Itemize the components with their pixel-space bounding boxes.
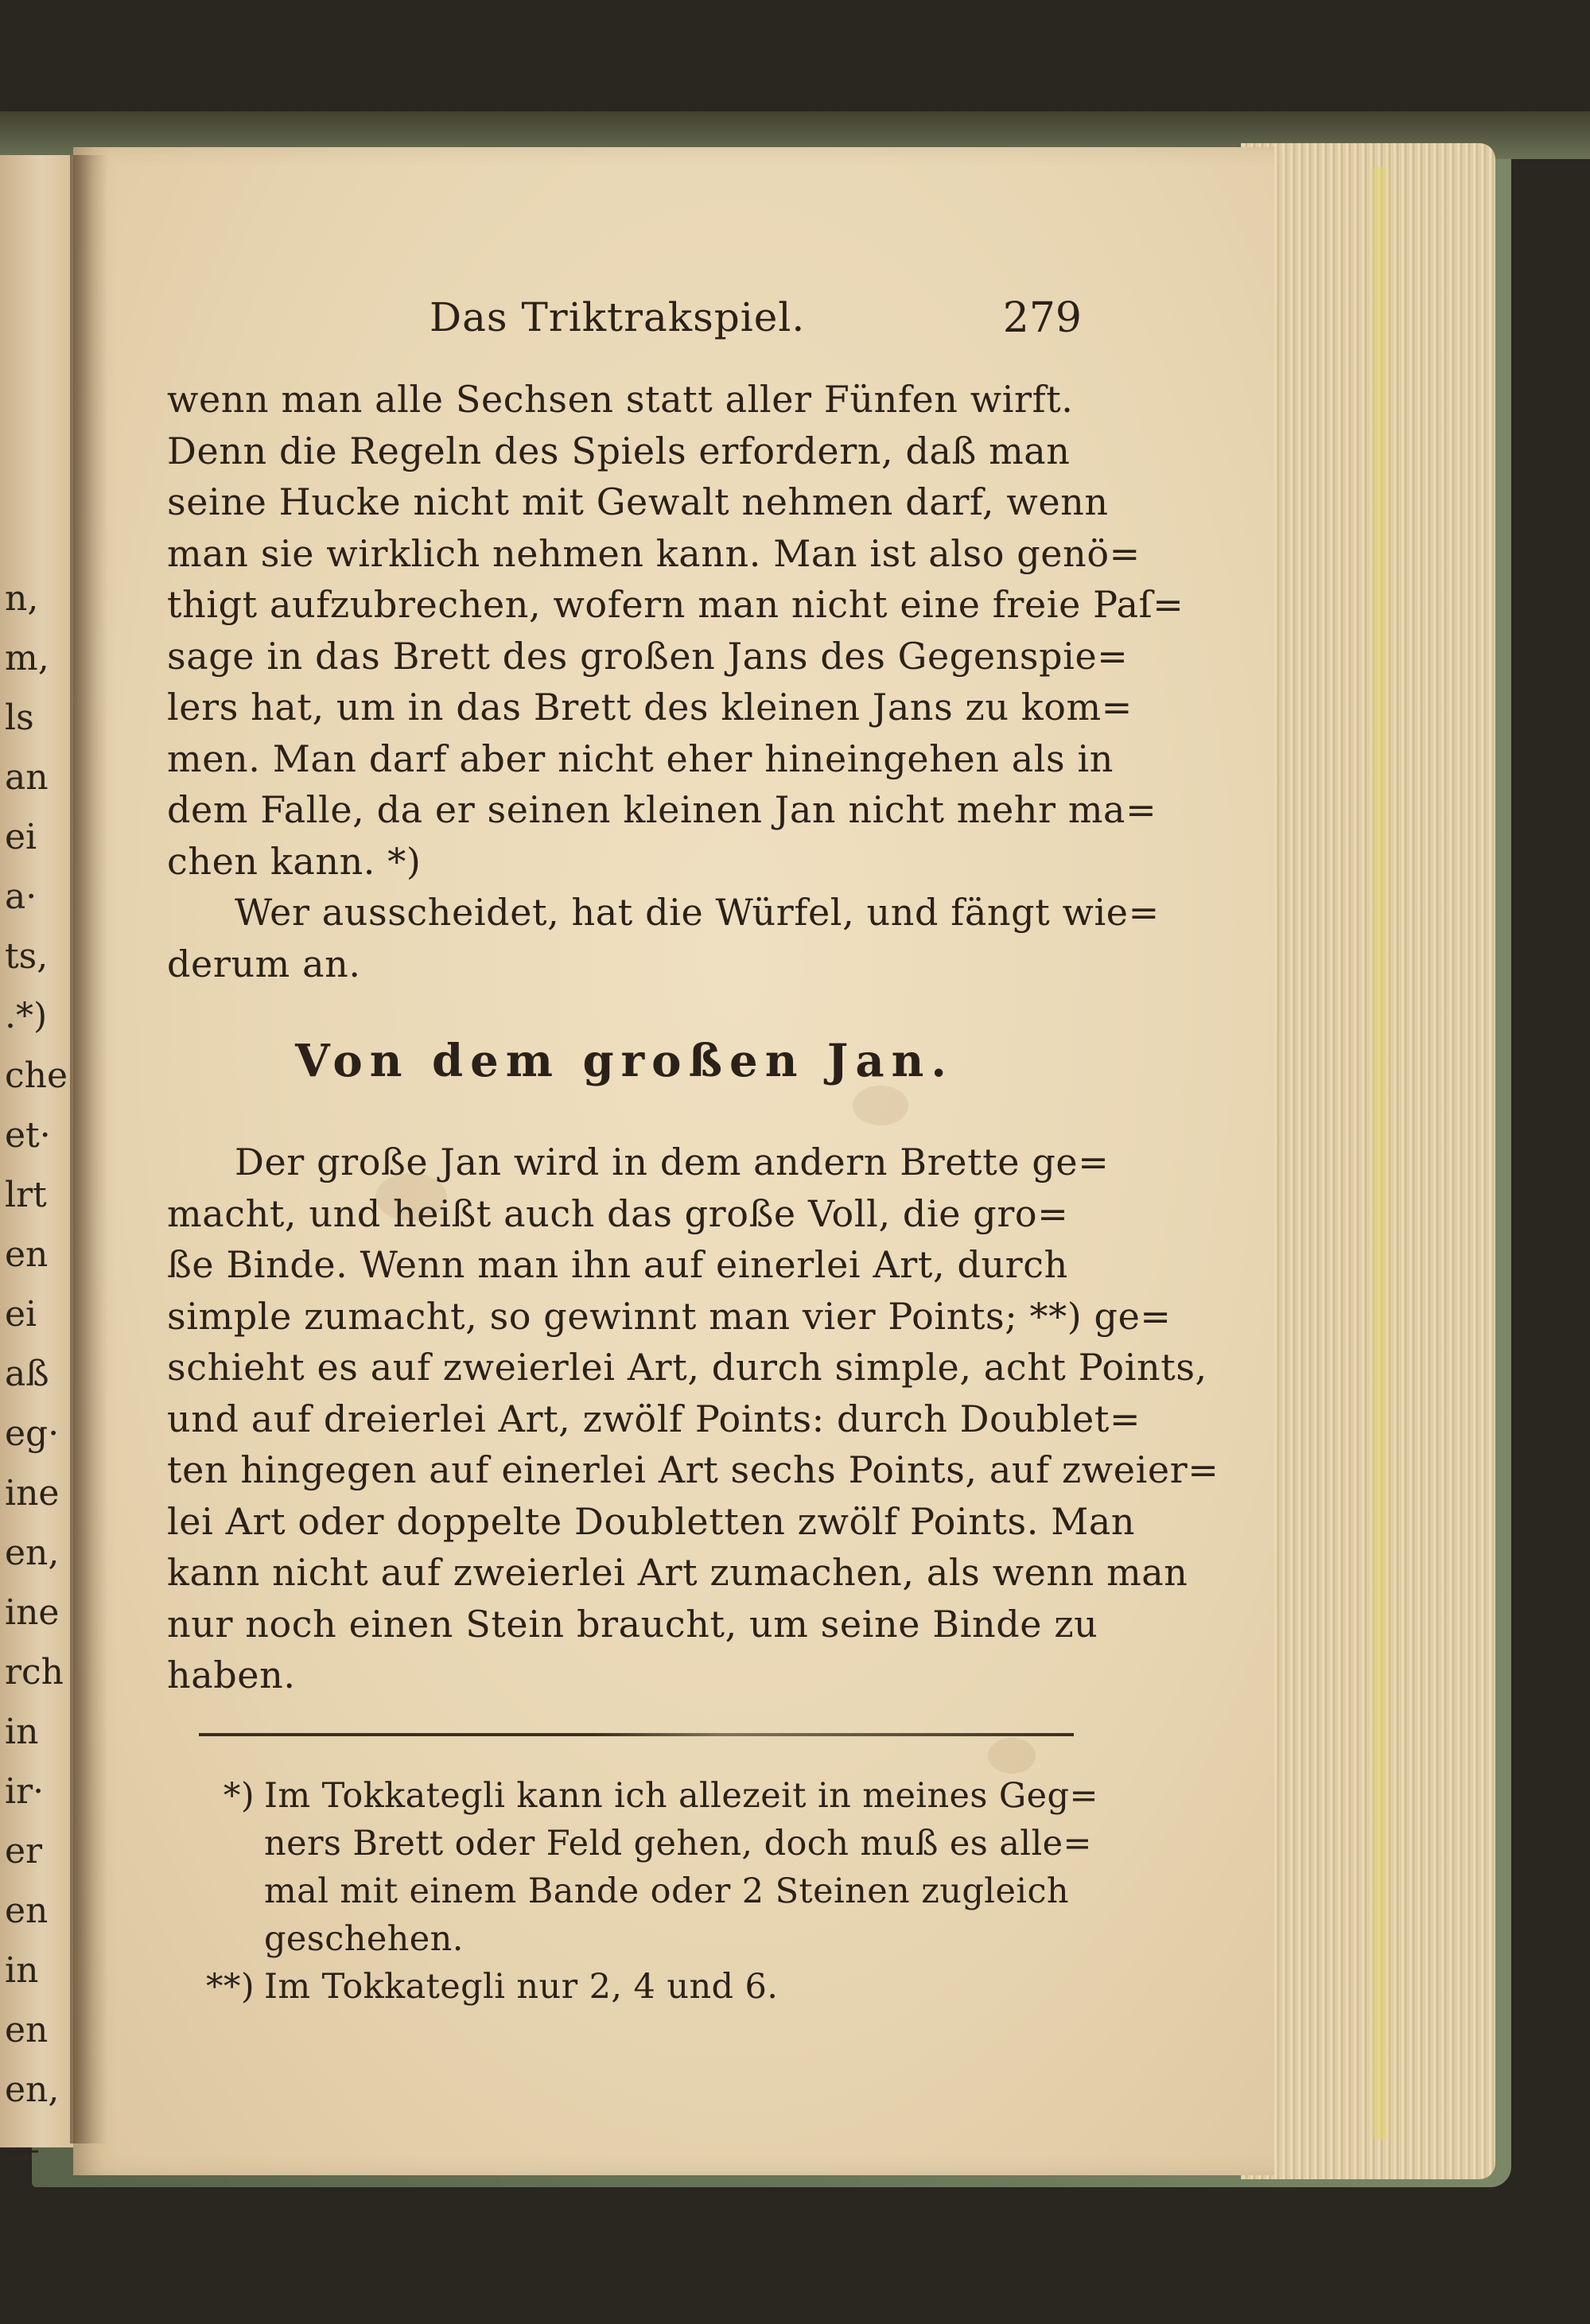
text-line: lers hat, um in das Brett des kleinen Jans zu kom=	[167, 686, 1133, 729]
text-line: nur noch einen Stein braucht, um seine Binde zu	[167, 1602, 1098, 1646]
previous-page-strip	[0, 155, 76, 2170]
previous-page-fragment: ei	[5, 1294, 37, 1335]
paragraph-1	[167, 374, 1184, 887]
text-line: kann nicht auf zweierlei Art zumachen, als wenn man	[167, 1551, 1188, 1594]
footnote-text: Im Tokkategli kann ich allezeit in meines Geg=	[264, 1775, 1098, 1816]
running-head	[167, 294, 1082, 342]
text-line: und auf dreierlei Art, zwölf Points: durch Doublet=	[167, 1397, 1141, 1440]
previous-page-fragment: n,	[5, 578, 39, 619]
previous-page-fragment: in	[5, 1712, 39, 1752]
previous-page-fragment: a·	[5, 876, 37, 917]
previous-page-fragment: er	[5, 1831, 43, 1871]
text-line: seine Hucke nicht mit Gewalt nehmen darf, wenn	[167, 480, 1109, 523]
paragraph-3	[167, 1137, 1219, 1701]
previous-page-text-fragments	[5, 569, 68, 2179]
previous-page-fragment: eg·	[5, 1413, 60, 1454]
previous-page-fragment: ine	[5, 1473, 60, 1514]
text-line: macht, und heißt auch das große Voll, die gro=	[167, 1191, 1069, 1235]
text-line: lei Art oder doppelte Doubletten zwölf Points. Man	[167, 1499, 1136, 1543]
previous-page-fragment: .*)	[5, 996, 48, 1036]
footnote-2	[167, 1963, 1082, 2011]
previous-page-fragment: in	[5, 1950, 39, 1991]
text-line: thigt aufzubrechen, wofern man nicht eine freie Paſ=	[167, 583, 1184, 626]
text-line: man sie wirklich nehmen kann. Man ist also genö=	[167, 531, 1141, 575]
text-line: ten hingegen auf einerlei Art sechs Points, auf zweier=	[167, 1448, 1219, 1491]
previous-page-fragment: m,	[5, 638, 49, 678]
footnote-1	[167, 1772, 1098, 1963]
previous-page-fragment: en	[5, 1891, 49, 1931]
text-line: ße Binde. Wenn man ihn auf einerlei Art, durch	[167, 1243, 1068, 1286]
gutter-shadow	[70, 155, 108, 2143]
previous-page-fragment: rch	[5, 1652, 64, 1692]
footnote-line: geschehen.	[264, 1918, 464, 1959]
footnote-line: mal mit einem Bande oder 2 Steinen zugleich	[264, 1871, 1070, 1911]
text-line: wenn man alle Sechsen statt aller Fünfen wirft.	[167, 378, 1074, 421]
previous-page-fragment: ir·	[5, 1771, 45, 1812]
running-title: Das Triktrakspiel.	[430, 294, 806, 340]
previous-page-fragment: en	[5, 1234, 49, 1275]
previous-page-fragment: en	[5, 2010, 49, 2050]
footnote-line	[167, 1963, 1082, 2011]
text-line: derum an.	[167, 942, 361, 985]
previous-page-fragment: aß	[5, 1354, 49, 1394]
previous-page-fragment: en,	[5, 2069, 60, 2110]
footnote-line: ners Brett oder Feld gehen, doch muß es alle=	[264, 1823, 1092, 1863]
text-line: chen kann. *)	[167, 839, 422, 883]
page-number: 279	[1002, 294, 1082, 342]
previous-page-fragment: ei	[5, 817, 37, 857]
previous-page-fragment: lrt	[5, 1175, 47, 1215]
footnote-text: Im Tokkategli nur 2, 4 und 6.	[264, 1966, 779, 2007]
paragraph-2	[167, 887, 1160, 989]
previous-page-fragment: an	[5, 757, 49, 798]
text-line: haben.	[167, 1654, 296, 1696]
text-line: dem Falle, da er seinen kleinen Jan nicht mehr ma=	[167, 788, 1157, 831]
text-line: men. Man darf aber nicht eher hineingehen als in	[167, 736, 1114, 780]
page-text	[167, 294, 1219, 2011]
previous-page-fragment: —	[5, 2129, 40, 2170]
text-line: sage in das Brett des großen Jans des Gegenspie=	[167, 634, 1129, 678]
text-line: Der große Jan wird in dem andern Brette ge=	[235, 1141, 1110, 1183]
previous-page-fragment: che	[5, 1055, 68, 1096]
text-line: schieht es auf zweierlei Art, durch simple, acht Points,	[167, 1346, 1207, 1389]
text-line: Wer ausscheidet, hat die Würfel, und fängt wie=	[235, 891, 1160, 934]
footnotes	[167, 1772, 1098, 2011]
text-line: Denn die Regeln des Spiels erfordern, daß man	[167, 429, 1071, 472]
previous-page-fragment: en,	[5, 1533, 60, 1573]
section-heading: Von dem großen Jan.	[295, 1035, 954, 1087]
text-line: simple zumacht, so gewinnt man vier Points; **) ge=	[167, 1294, 1172, 1338]
gilt-edge-highlight	[1368, 167, 1392, 2139]
previous-page-fragment: ts,	[5, 936, 49, 977]
previous-page-fragment: et·	[5, 1115, 51, 1156]
footnote-rule	[199, 1733, 1074, 1736]
previous-page-fragment: ine	[5, 1592, 60, 1633]
footnote-line	[167, 1772, 1098, 1820]
previous-page-fragment: ls	[5, 698, 34, 738]
footnote-mark: **)	[206, 1966, 255, 2007]
footnote-mark: *)	[223, 1775, 255, 1816]
